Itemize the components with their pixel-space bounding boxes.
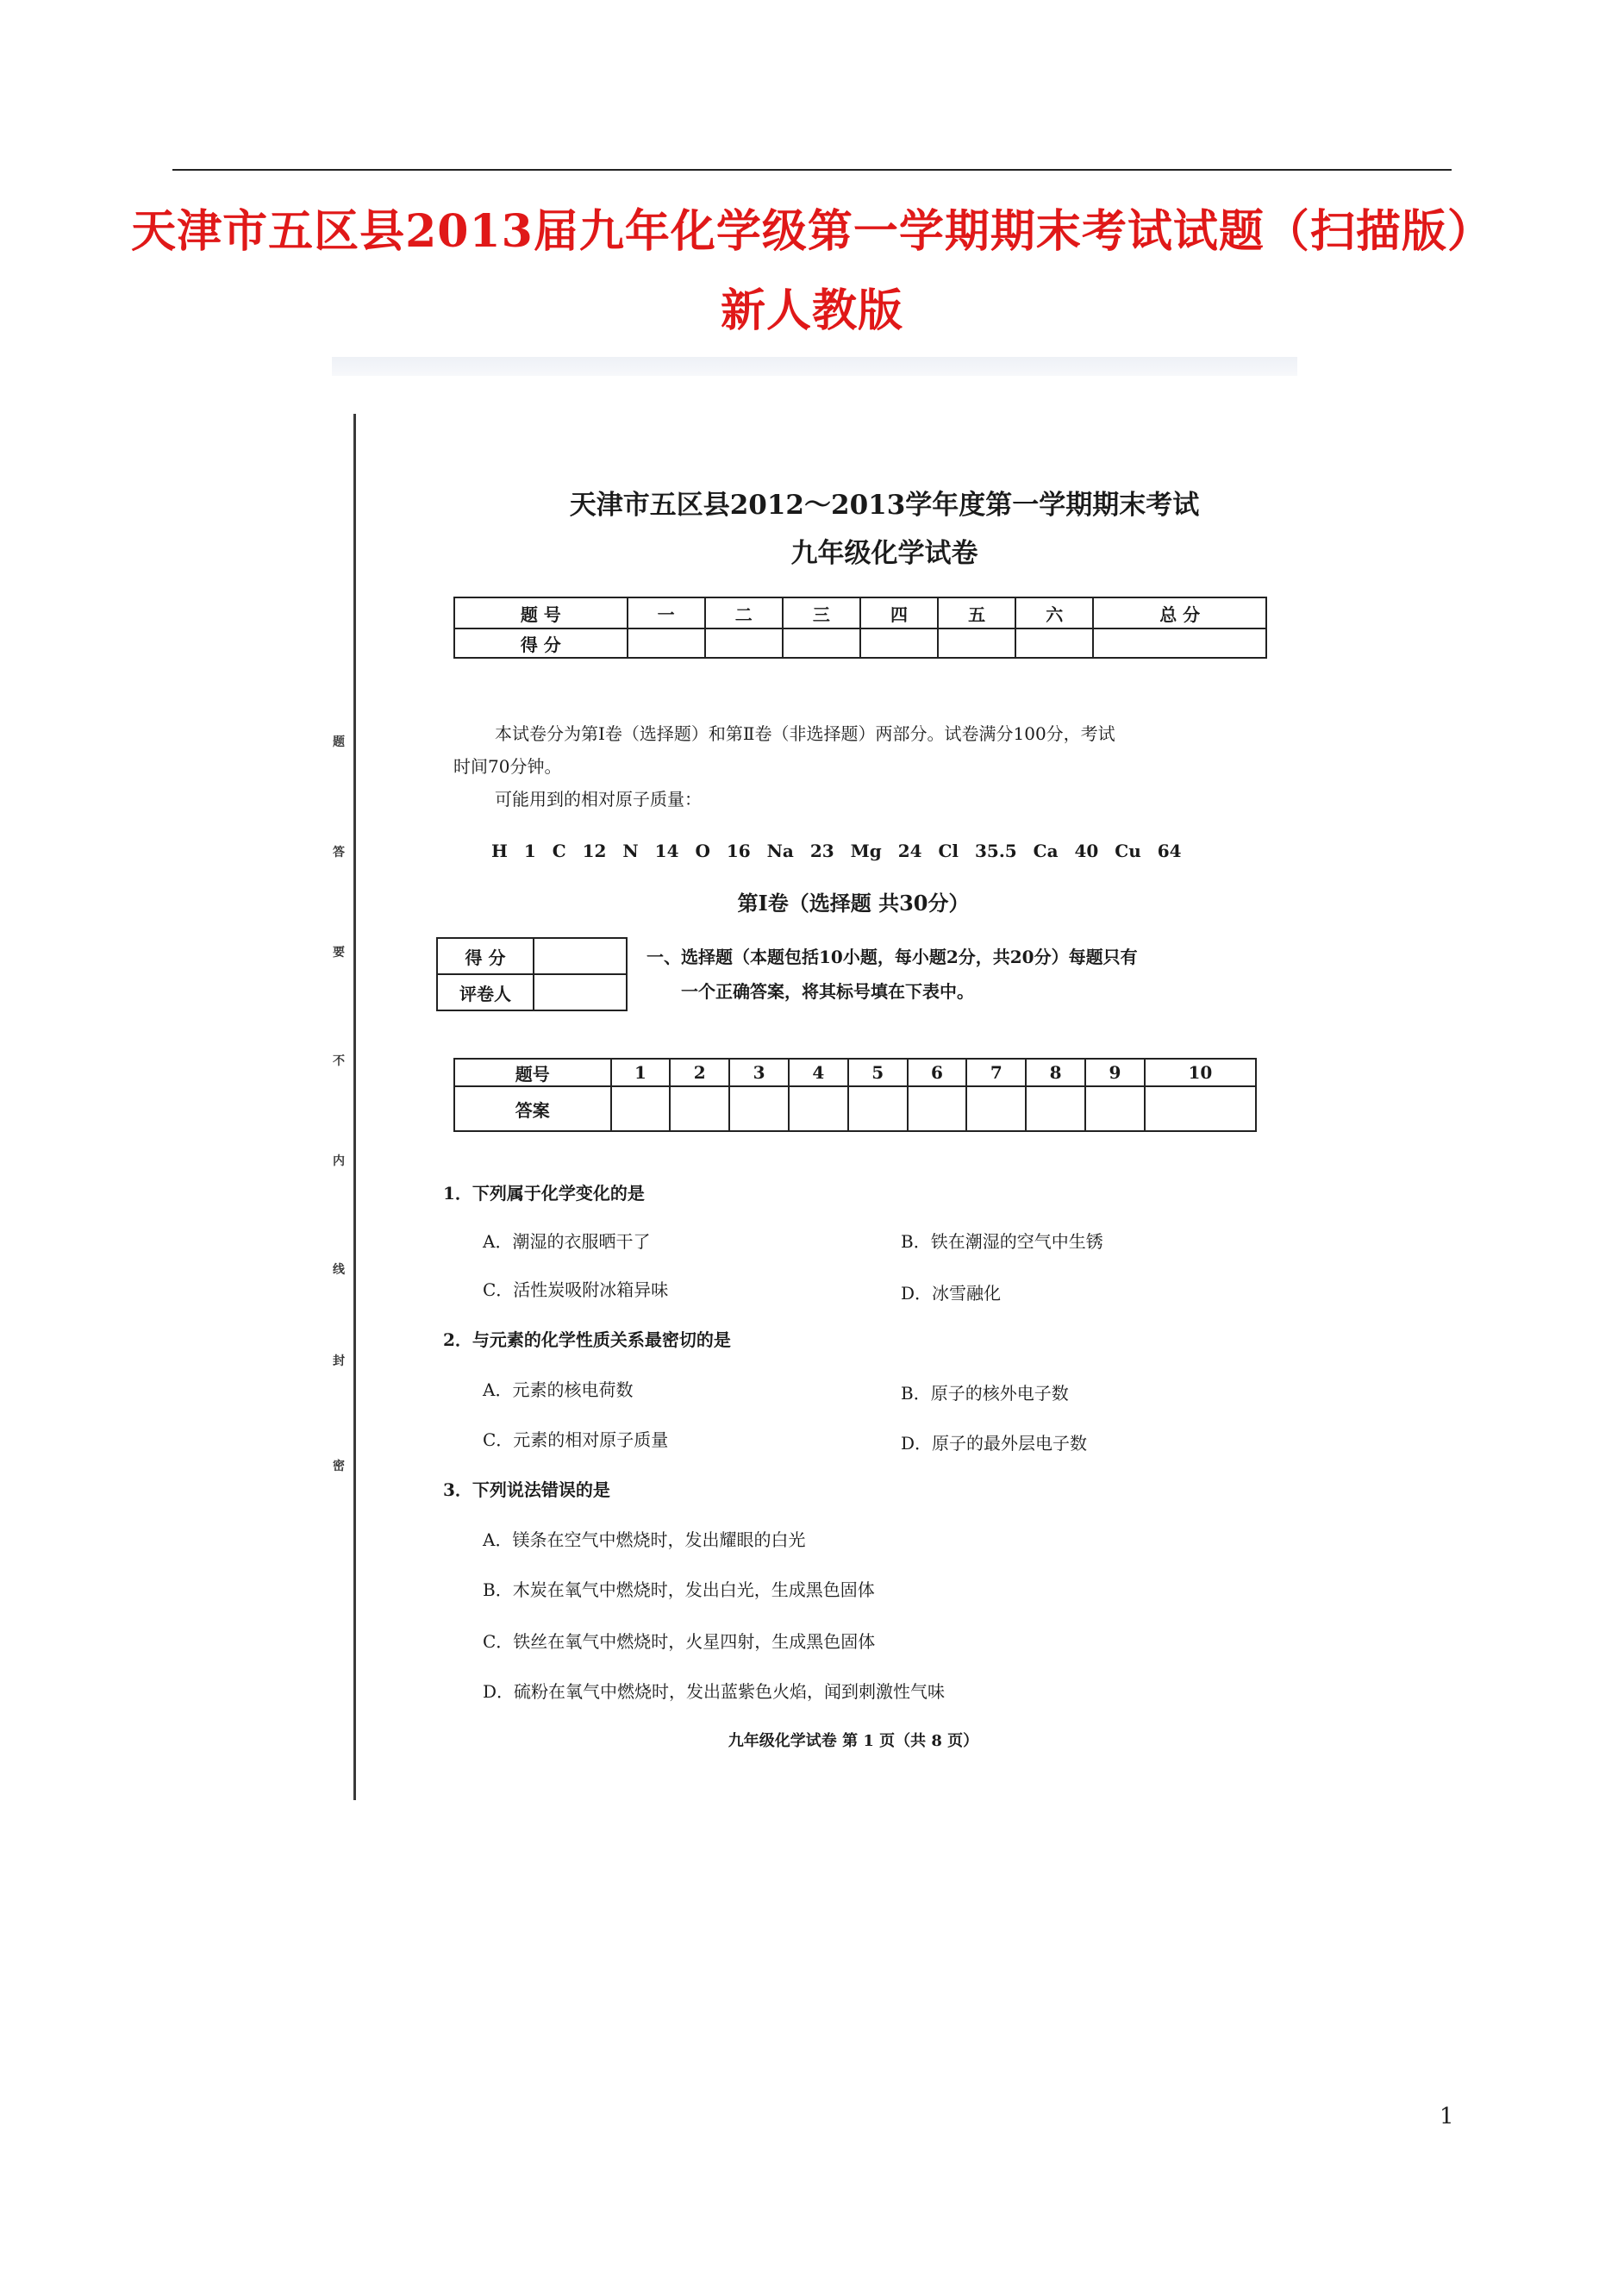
intro-line: 时间70分钟。 xyxy=(453,756,562,777)
intro-line: 可能用到的相对原子质量： xyxy=(495,789,702,810)
score-cell xyxy=(628,628,705,658)
grader-row xyxy=(437,974,627,1010)
section-title: 第Ⅰ卷（选择题 共30分） xyxy=(737,891,970,916)
question-option: B．木炭在氧气中燃烧时，发出白光，生成黑色固体 xyxy=(483,1579,875,1600)
answer-cell xyxy=(789,1086,848,1131)
answer-row-label: 答案 xyxy=(454,1086,611,1131)
score-header-cell: 总 分 xyxy=(1093,597,1266,628)
answer-number: 6 xyxy=(908,1059,967,1086)
question-option: B．铁在潮湿的空气中生锈 xyxy=(901,1231,1103,1252)
answer-cell xyxy=(1145,1086,1256,1131)
answer-cell xyxy=(1085,1086,1145,1131)
exam-title: 天津市五区县2012～2013学年度第一学期期末考试 xyxy=(569,490,1200,521)
binding-char: 线 xyxy=(333,1263,345,1277)
answer-cell xyxy=(611,1086,671,1131)
atomic-masses: H 1 C 12 N 14 O 16 Na 23 Mg 24 Cl 35.5 Ca 40 Cu 64 xyxy=(491,841,1182,861)
document-title-line2: 新人教版 xyxy=(720,285,903,337)
answer-table xyxy=(453,1058,1257,1132)
answer-number: 1 xyxy=(611,1059,671,1086)
question-option: D．原子的最外层电子数 xyxy=(901,1433,1088,1454)
grader-label: 评卷人 xyxy=(437,974,534,1010)
exam-instructions xyxy=(453,717,1272,816)
choice-instructions xyxy=(646,940,1267,1009)
answer-number: 8 xyxy=(1026,1059,1085,1086)
answer-table-row xyxy=(454,1086,1256,1131)
binding-char: 密 xyxy=(333,1460,345,1473)
binding-char: 不 xyxy=(333,1054,345,1068)
score-table xyxy=(453,597,1267,659)
instruction-line: 一个正确答案，将其标号填在下表中。 xyxy=(681,981,974,1002)
score-table-row xyxy=(454,628,1266,658)
answer-header-label: 题号 xyxy=(454,1059,611,1086)
scan-page-footer: 九年级化学试卷 第 1 页（共 8 页） xyxy=(728,1732,979,1750)
question-option: D．硫粉在氧气中燃烧时，发出蓝紫色火焰，闻到刺激性气味 xyxy=(483,1681,946,1702)
answer-cell xyxy=(729,1086,789,1131)
answer-cell xyxy=(1026,1086,1085,1131)
score-header-cell: 五 xyxy=(938,597,1015,628)
answer-cell xyxy=(966,1086,1026,1131)
question-option: C．元素的相对原子质量 xyxy=(483,1429,669,1450)
header-rule xyxy=(172,169,1452,171)
score-table-header xyxy=(454,597,1266,628)
question-option: A．潮湿的衣服晒干了 xyxy=(483,1231,651,1252)
binding-char: 封 xyxy=(333,1354,345,1368)
score-header-cell: 题 号 xyxy=(454,597,628,628)
grader-row xyxy=(437,938,627,974)
score-header-cell: 三 xyxy=(783,597,860,628)
answer-number: 2 xyxy=(670,1059,729,1086)
scan-binding-line xyxy=(353,414,356,1800)
answer-number: 3 xyxy=(729,1059,789,1086)
score-cell xyxy=(860,628,938,658)
score-cell xyxy=(783,628,860,658)
page-number: 1 xyxy=(1440,2104,1454,2129)
answer-number: 9 xyxy=(1085,1059,1145,1086)
grader-cell xyxy=(534,938,627,974)
answer-cell xyxy=(848,1086,908,1131)
score-cell xyxy=(705,628,783,658)
grader-label: 得 分 xyxy=(437,938,534,974)
question-option: C．铁丝在氧气中燃烧时，火星四射，生成黑色固体 xyxy=(483,1631,876,1652)
score-header-cell: 四 xyxy=(860,597,938,628)
question-option: A．元素的核电荷数 xyxy=(483,1379,634,1400)
question-stem: 2．与元素的化学性质关系最密切的是 xyxy=(443,1329,731,1350)
scan-top-shadow xyxy=(332,357,1297,376)
score-header-cell: 一 xyxy=(628,597,705,628)
document-title: 天津市五区县2013届九年化学级第一学期期末考试试题（扫描版） xyxy=(131,205,1493,258)
answer-cell xyxy=(908,1086,967,1131)
binding-char: 要 xyxy=(333,946,345,960)
score-header-cell: 二 xyxy=(705,597,783,628)
intro-line: 本试卷分为第Ⅰ卷（选择题）和第Ⅱ卷（非选择题）两部分。试卷满分100分，考试 xyxy=(495,723,1115,744)
question-stem: 3．下列说法错误的是 xyxy=(443,1479,610,1500)
question-option: C．活性炭吸附冰箱异味 xyxy=(483,1279,669,1300)
score-row-label: 得 分 xyxy=(454,628,628,658)
exam-subtitle: 九年级化学试卷 xyxy=(790,538,978,569)
answer-table-header xyxy=(454,1059,1256,1086)
question-option: D．冰雪融化 xyxy=(901,1283,1002,1304)
grader-cell xyxy=(534,974,627,1010)
answer-number: 4 xyxy=(789,1059,848,1086)
binding-char: 题 xyxy=(333,735,345,749)
answer-cell xyxy=(670,1086,729,1131)
answer-number: 10 xyxy=(1145,1059,1256,1086)
binding-char: 答 xyxy=(333,846,345,860)
grader-table xyxy=(436,937,628,1011)
score-cell xyxy=(1015,628,1093,658)
score-header-cell: 六 xyxy=(1015,597,1093,628)
question-option: B．原子的核外电子数 xyxy=(901,1383,1069,1404)
binding-char: 内 xyxy=(333,1154,345,1168)
question-stem: 1．下列属于化学变化的是 xyxy=(443,1183,645,1204)
score-cell xyxy=(938,628,1015,658)
answer-number: 7 xyxy=(966,1059,1026,1086)
question-option: A．镁条在空气中燃烧时，发出耀眼的白光 xyxy=(483,1529,806,1550)
instruction-line: 一、选择题（本题包括10小题，每小题2分，共20分）每题只有 xyxy=(646,947,1138,967)
score-cell xyxy=(1093,628,1266,658)
answer-number: 5 xyxy=(848,1059,908,1086)
